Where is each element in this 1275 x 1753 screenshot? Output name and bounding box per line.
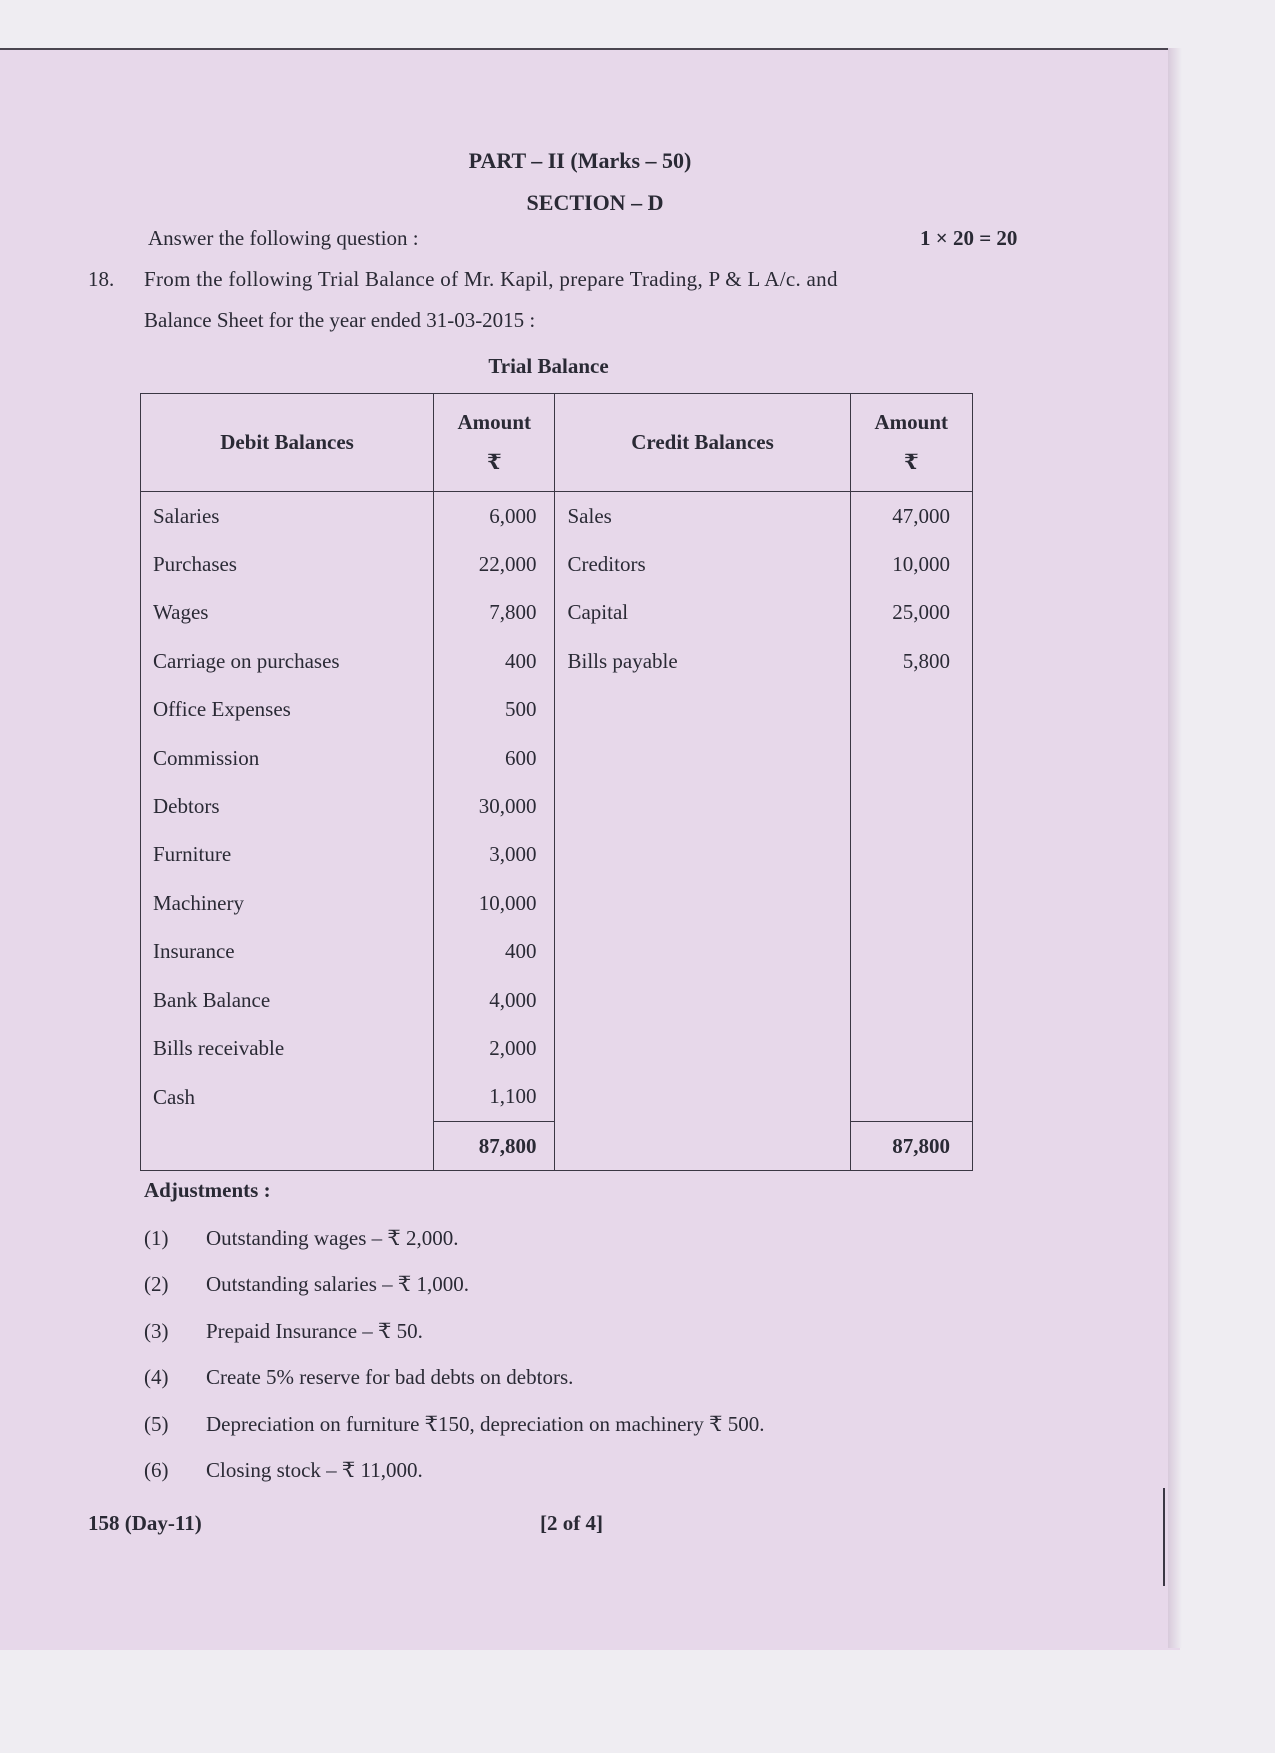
question-text-line-2: Balance Sheet for the year ended 31-03-2015 : [144,308,536,332]
rupee-symbol: ₹ [486,450,502,474]
trial-balance-title: Trial Balance [488,354,609,378]
adjustment-item [144,1458,423,1483]
credit-amount [850,1024,972,1072]
debit-header: Debit Balances [141,394,434,492]
credit-account [555,782,850,830]
debit-amount: 7,800 [434,589,555,637]
debit-amount: 6,000 [434,492,555,541]
table-row [141,540,973,588]
table-header-row [141,394,973,492]
credit-account [555,686,850,734]
credit-amount: 25,000 [850,589,972,637]
debit-amount: 500 [434,686,555,734]
adjustment-number: (6) [144,1458,169,1482]
table-row [141,976,973,1024]
credit-amount [850,782,972,830]
section-title: SECTION – D [526,190,664,215]
table-row [141,879,973,927]
debit-account: Debtors [141,782,434,830]
adjustment-number: (1) [144,1226,169,1250]
instruction-text: Answer the following question : [148,226,419,250]
trial-balance-table [140,393,973,1171]
adjustment-item [144,1319,423,1344]
table-row [141,1073,973,1122]
table-row [141,734,973,782]
debit-account: Wages [141,589,434,637]
trial-balance-body [141,492,973,1171]
adjustment-text: Outstanding wages – ₹ 2,000. [206,1226,459,1250]
debit-amount: 4,000 [434,976,555,1024]
total-blank [555,1122,850,1171]
part-title: PART – II (Marks – 50) [468,148,692,173]
credit-amount [850,928,972,976]
table-row [141,492,973,541]
credit-account: Capital [555,589,850,637]
adjustment-item [144,1226,459,1251]
credit-amount [850,734,972,782]
adjustment-item [144,1365,573,1390]
debit-amount: 3,000 [434,831,555,879]
credit-account: Bills payable [555,637,850,685]
adjustments-heading: Adjustments : [144,1178,271,1202]
table-row [141,782,973,830]
adjustment-item [144,1412,765,1437]
adjustment-number: (5) [144,1412,169,1436]
table-row [141,589,973,637]
table-row [141,637,973,685]
credit-account: Creditors [555,540,850,588]
amount-label: Amount [457,410,532,434]
paper-code: 158 (Day-11) [88,1511,202,1535]
credit-account [555,976,850,1024]
adjustment-text: Create 5% reserve for bad debts on debtors. [206,1365,574,1389]
debit-amount: 22,000 [434,540,555,588]
question-number: 18. [88,267,115,291]
question-text-line-1: From the following Trial Balance of Mr. Kapil, prepare Trading, P & L A/c. and [144,267,838,291]
total-credit: 87,800 [850,1122,972,1171]
credit-account [555,1073,850,1122]
adjustment-text: Outstanding salaries – ₹ 1,000. [206,1272,469,1296]
debit-account: Cash [141,1073,434,1122]
adjustment-text: Closing stock – ₹ 11,000. [206,1458,423,1482]
adjustment-item [144,1272,469,1297]
adjustment-text: Prepaid Insurance – ₹ 50. [206,1319,423,1343]
page-edge-shadow [1168,48,1182,1648]
credit-amount [850,686,972,734]
credit-amount: 47,000 [850,492,972,541]
credit-amount: 10,000 [850,540,972,588]
table-row [141,686,973,734]
credit-account [555,734,850,782]
debit-account: Salaries [141,492,434,541]
debit-account: Office Expenses [141,686,434,734]
credit-account: Sales [555,492,850,541]
credit-account [555,879,850,927]
adjustment-number: (4) [144,1365,169,1389]
debit-amount-header [434,394,555,492]
table-row [141,1024,973,1072]
debit-account: Machinery [141,879,434,927]
credit-amount: 5,800 [850,637,972,685]
debit-account: Bills receivable [141,1024,434,1072]
debit-amount: 2,000 [434,1024,555,1072]
debit-account: Insurance [141,928,434,976]
credit-account [555,928,850,976]
debit-amount: 1,100 [434,1073,555,1122]
table-row [141,928,973,976]
debit-amount: 400 [434,928,555,976]
debit-account: Furniture [141,831,434,879]
credit-account [555,1024,850,1072]
adjustment-text: Depreciation on furniture ₹150, depreciation on machinery ₹ 500. [206,1412,765,1436]
credit-amount [850,1073,972,1122]
credit-amount [850,831,972,879]
credit-amount-header [850,394,972,492]
total-blank [141,1122,434,1171]
margin-mark [1163,1488,1165,1586]
debit-amount: 400 [434,637,555,685]
rupee-symbol: ₹ [903,450,919,474]
table-row [141,831,973,879]
adjustment-number: (2) [144,1272,169,1296]
debit-amount: 600 [434,734,555,782]
debit-account: Carriage on purchases [141,637,434,685]
credit-header: Credit Balances [555,394,850,492]
debit-account: Purchases [141,540,434,588]
credit-account [555,831,850,879]
credit-amount [850,976,972,1024]
debit-amount: 10,000 [434,879,555,927]
debit-account: Commission [141,734,434,782]
total-row [141,1122,973,1171]
debit-account: Bank Balance [141,976,434,1024]
amount-label: Amount [874,410,949,434]
adjustment-number: (3) [144,1319,169,1343]
total-debit: 87,800 [434,1122,555,1171]
credit-amount [850,879,972,927]
marks-scheme: 1 × 20 = 20 [920,226,1018,250]
debit-amount: 30,000 [434,782,555,830]
page-number: [2 of 4] [540,1511,603,1535]
